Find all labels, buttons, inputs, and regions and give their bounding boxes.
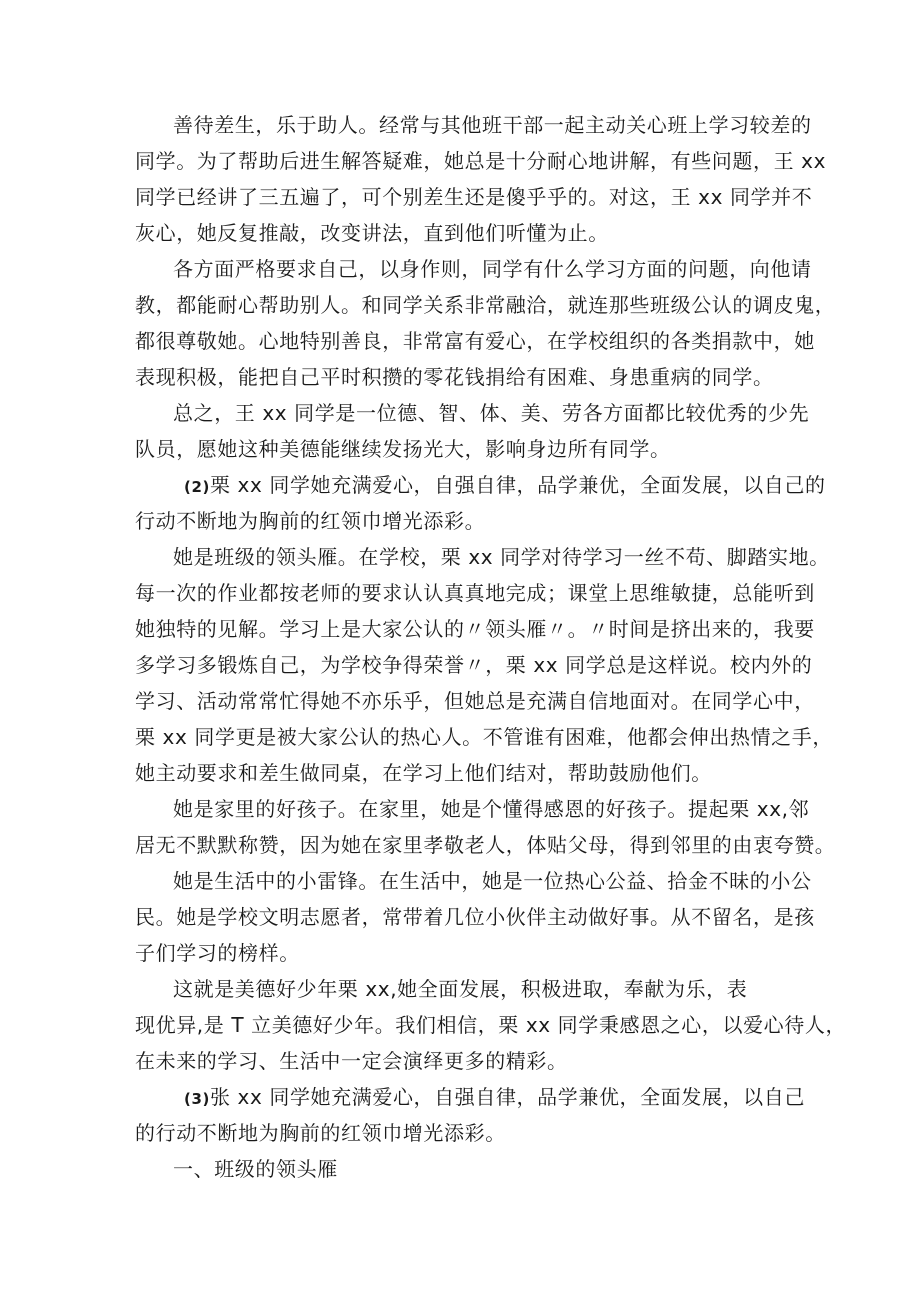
text-span: 栗 xx 同学她充满爱心，自强自律，品学兼优，全面发展，以自己的 [209,473,826,497]
text-line: 行动不断地为胸前的红领巾增光添彩。 [135,509,486,533]
text-span: 张 xx 同学她充满爱心，自强自律，品学兼优，全面发展，以自己 [209,1085,805,1109]
text-line: 学习、活动常常忙得她不亦乐乎，但她总是充满自信地面对。在同学心中， [135,689,815,713]
text-line: 这就是美德好少年栗 xx,她全面发展，积极进取，奉献为乐，表 [173,977,748,1001]
text-line: 教，都能耐心帮助别人。和同学关系非常融洽，就连那些班级公认的调皮鬼， [135,293,836,317]
text-line [184,1085,805,1111]
text-line: 她是家里的好孩子。在家里，她是个懂得感恩的好孩子。提起栗 xx,邻 [173,797,810,821]
text-line: 灰心，她反复推敲，改变讲法，直到他们听懂为止。 [135,221,609,245]
text-line: 民。她是学校文明志愿者，常带着几位小伙伴主动做好事。从不留名，是孩 [135,905,815,929]
text-line: 总之，王 xx 同学是一位德、智、体、美、劳各方面都比较优秀的少先 [173,401,810,425]
text-line: 善待差生，乐于助人。经常与其他班干部一起主动关心班上学习较差的 [173,113,812,137]
text-line: 队员，愿她这种美德能继续发扬光大，影响身边所有同学。 [135,437,671,461]
text-line: 都很尊敬她。心地特别善良，非常富有爱心，在学校组织的各类捐款中，她 [135,329,815,353]
text-line: 她独特的见解。学习上是大家公认的〃领头雁〃。〃时间是挤出来的，我要 [135,617,815,641]
text-line: 一、班级的领头雁 [173,1157,338,1181]
text-line: 表现积极，能把自己平时积攒的零花钱捐给有困难、身患重病的同学。 [135,365,774,389]
text-line: 的行动不断地为胸前的红领巾增光添彩。 [135,1121,506,1145]
text-line: 在未来的学习、生活中一定会演绎更多的精彩。 [135,1049,568,1073]
text-line: 同学已经讲了三五遍了，可个别差生还是傻乎乎的。对这，王 xx 同学并不 [135,185,813,209]
text-line: 她是生活中的小雷锋。在生活中，她是一位热心公益、拾金不昧的小公 [173,869,812,893]
text-line: 子们学习的榜样。 [135,941,300,965]
text-line: 每一次的作业都按老师的要求认认真真地完成；课堂上思维敏捷，总能听到 [135,581,815,605]
text-line: 居无不默默称赞，因为她在家里孝敬老人，体贴父母，得到邻里的由衷夸赞。 [135,833,836,857]
text-line: 她主动要求和差生做同桌，在学习上他们结对，帮助鼓励他们。 [135,761,712,785]
text-line: 各方面严格要求自己，以身作则，同学有什么学习方面的问题，向他请 [173,257,812,281]
text-line: 多学习多锻炼自己，为学校争得荣誉〃，栗 xx 同学总是这样说。校内外的 [135,653,813,677]
list-number: (3) [184,1090,210,1108]
text-line: 栗 xx 同学更是被大家公认的热心人。不管谁有困难，他都会伸出热情之手， [135,725,833,749]
text-line [184,473,826,499]
list-number: (2) [184,478,210,496]
text-line: 现优异,是 T 立美德好少年。我们相信，栗 xx 同学秉感恩之心，以爱心待人， [135,1013,847,1037]
text-line: 同学。为了帮助后进生解答疑难，她总是十分耐心地讲解，有些问题，王 xx [135,149,827,173]
text-line: 她是班级的领头雁。在学校，栗 xx 同学对待学习一丝不苟、脚踏实地。 [173,545,830,569]
